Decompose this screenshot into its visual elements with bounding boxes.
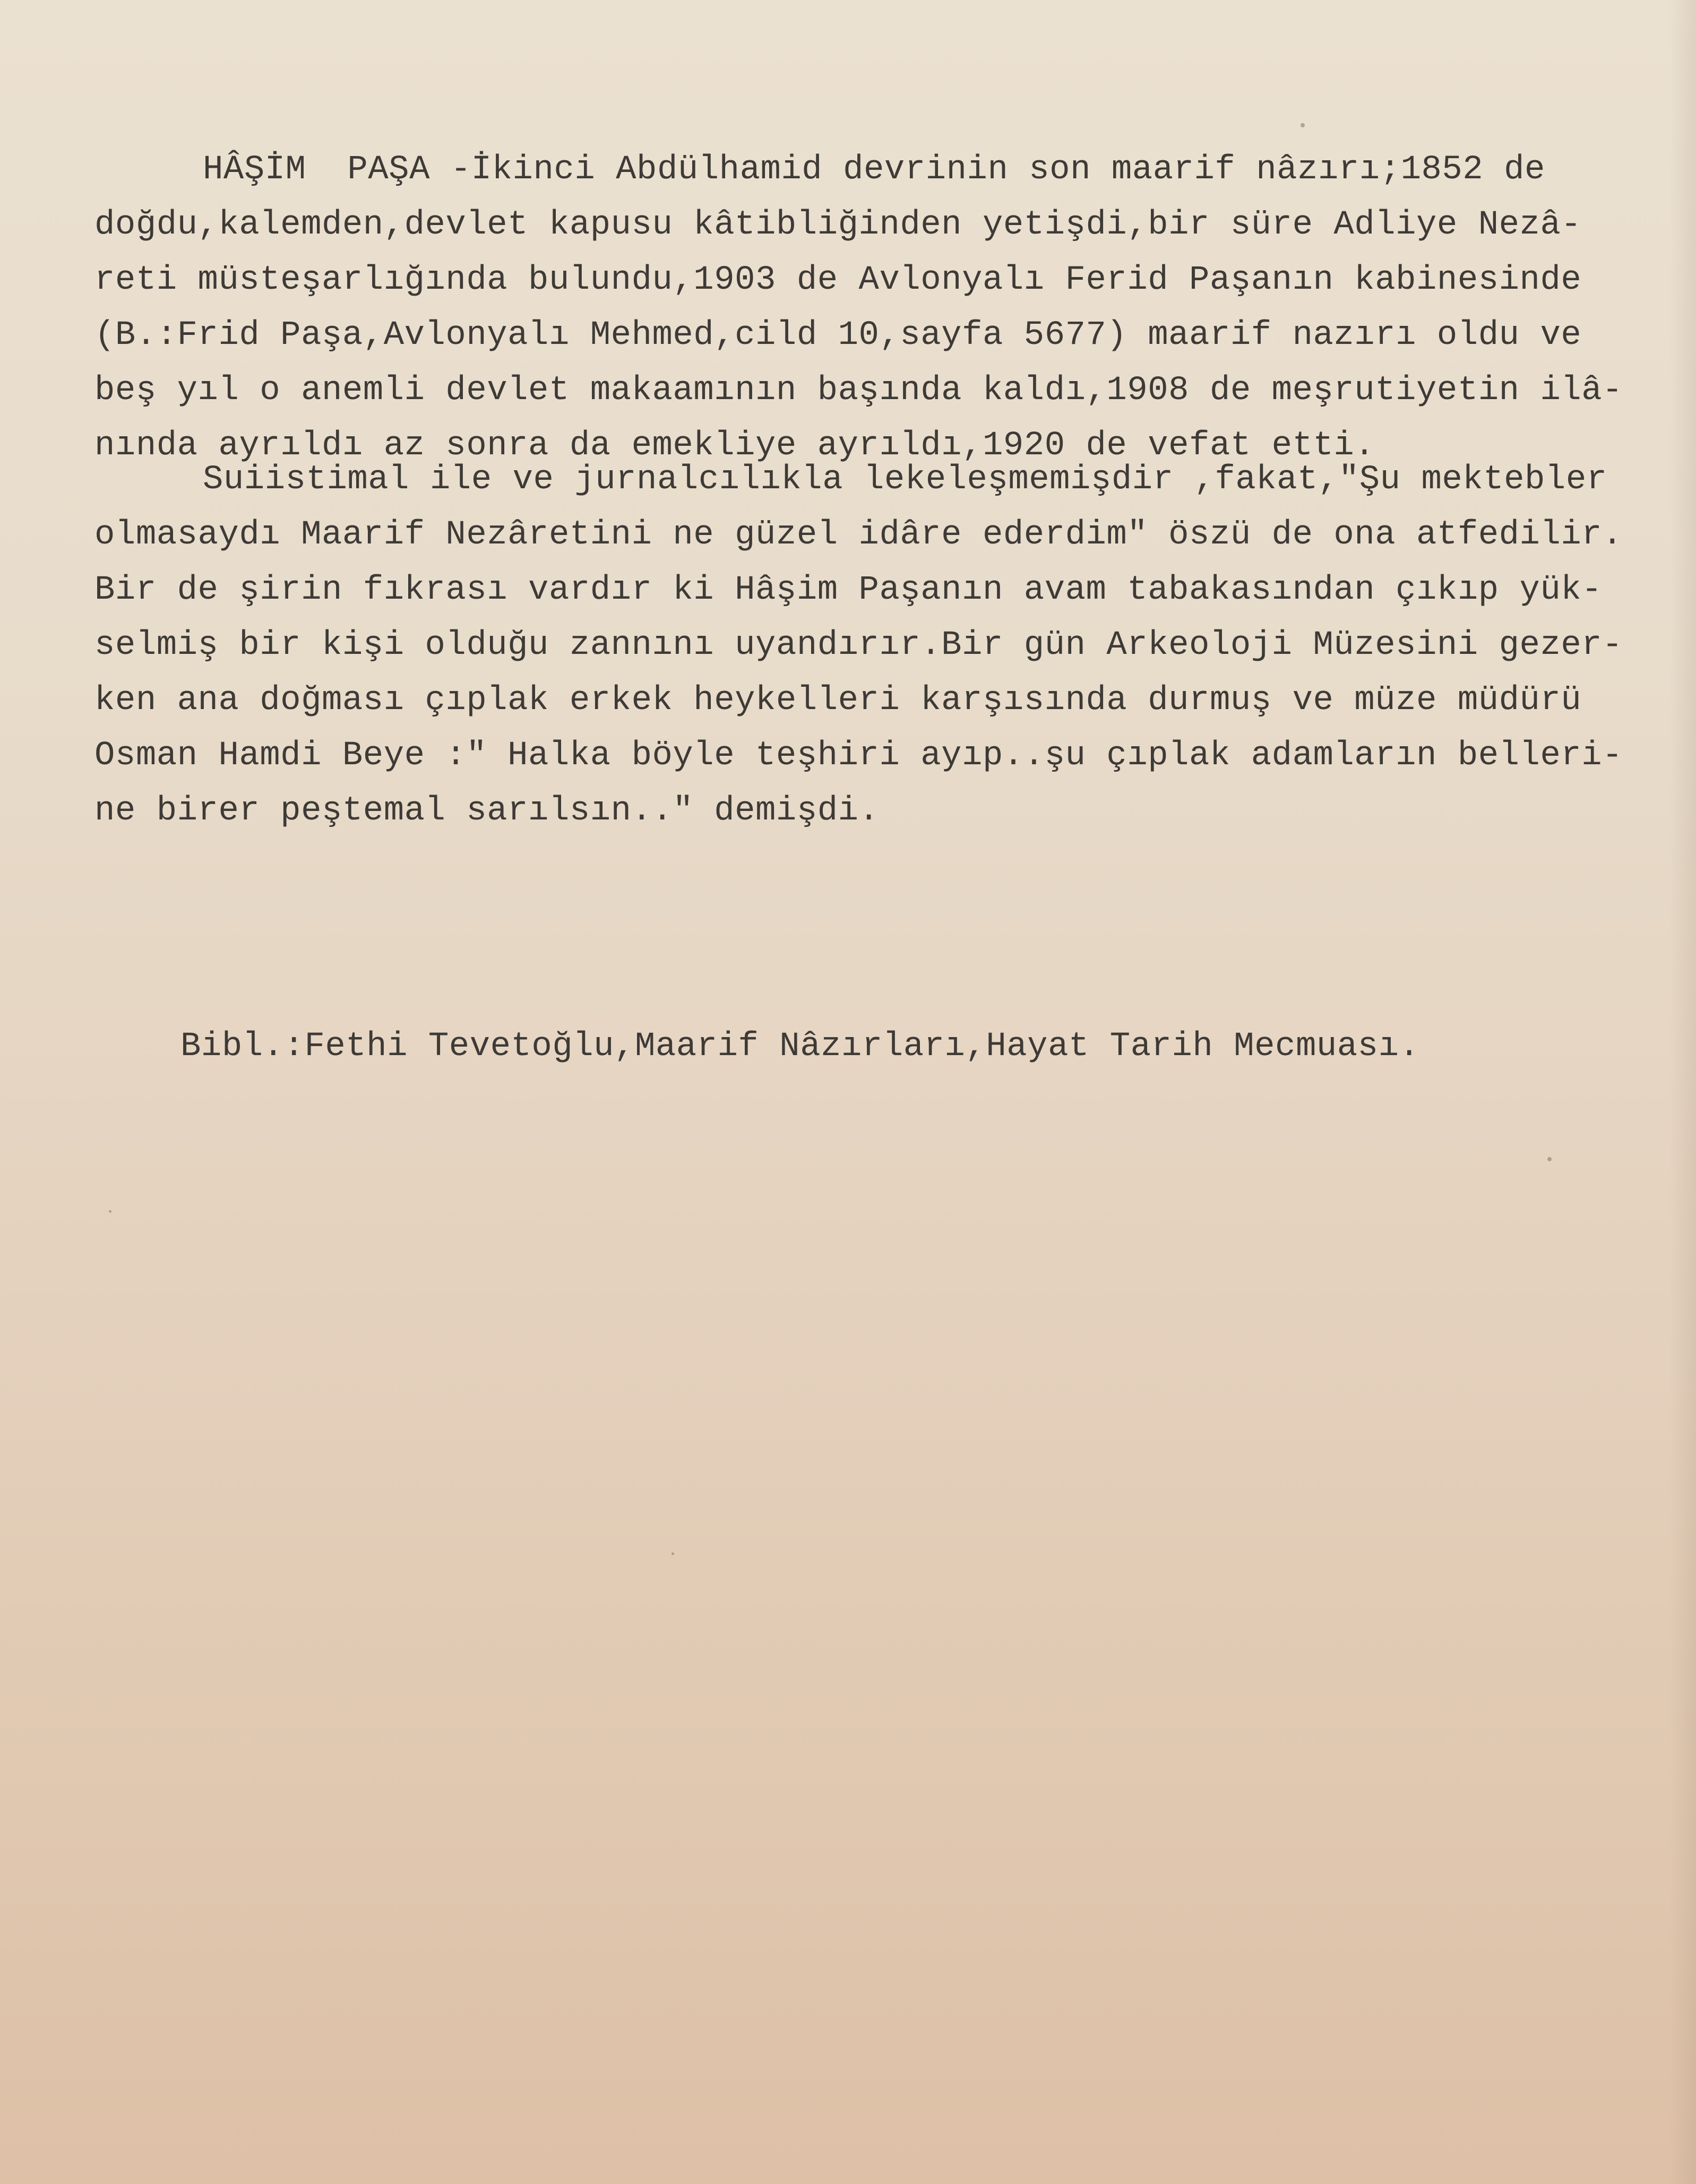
text-line: HÂŞİM PAŞA -İkinci Abdülhamid devrinin son maarif nâzırı;1852 de [203,151,1545,189]
text-line: beş yıl o anemli devlet makaamının başında kaldı,1908 de meşrutiyetin ilâ- [94,372,1623,410]
text-line: doğdu,kalemden,devlet kapusu kâtibliğinden yetişdi,bir süre Adliye Nezâ- [94,206,1582,244]
text-line: Osman Hamdi Beye :" Halka böyle teşhiri ayıp..şu çıplak adamların belleri- [94,737,1623,775]
text-line: Bir de şirin fıkrası vardır ki Hâşim Paşanın avam tabakasından çıkıp yük- [94,571,1603,609]
text-line: selmiş bir kişi olduğu zannını uyandırır.Bir gün Arkeoloji Müzesini gezer- [94,626,1623,664]
paper-speck [671,1552,674,1555]
paper-speck [1547,1157,1552,1161]
text-line: Suiistimal ile ve jurnalcılıkla lekeleşmemişdir ,fakat,"Şu mektebler [203,461,1607,499]
paper-speck [1301,123,1305,127]
bibliography [180,1019,1614,1077]
text-line: ne birer peştemal sarılsın.." demişdi. [94,792,880,830]
text-line: Bibl.:Fethi Tevetoğlu,Maarif Nâzırları,Hayat Tarih Mecmuası. [180,1028,1420,1066]
text-line: (B.:Frid Paşa,Avlonyalı Mehmed,cild 10,sayfa 5677) maarif nazırı oldu ve [94,316,1582,355]
text-line: olmasaydı Maarif Nezâretini ne güzel idâre ederdim" öszü de ona atfedilir. [94,516,1623,554]
text-line: reti müsteşarlığında bulundu,1903 de Avlonyalı Ferid Paşanın kabinesinde [94,261,1582,299]
paper-speck [109,1210,111,1213]
paragraph-1 [94,142,1676,482]
text-line: ken ana doğması çıplak erkek heykelleri karşısında durmuş ve müze müdürü [94,681,1582,720]
paragraph-2 [94,452,1676,845]
text-line: nında ayrıldı az sonra da emekliye ayrıldı,1920 de vefat etti. [94,427,1375,465]
